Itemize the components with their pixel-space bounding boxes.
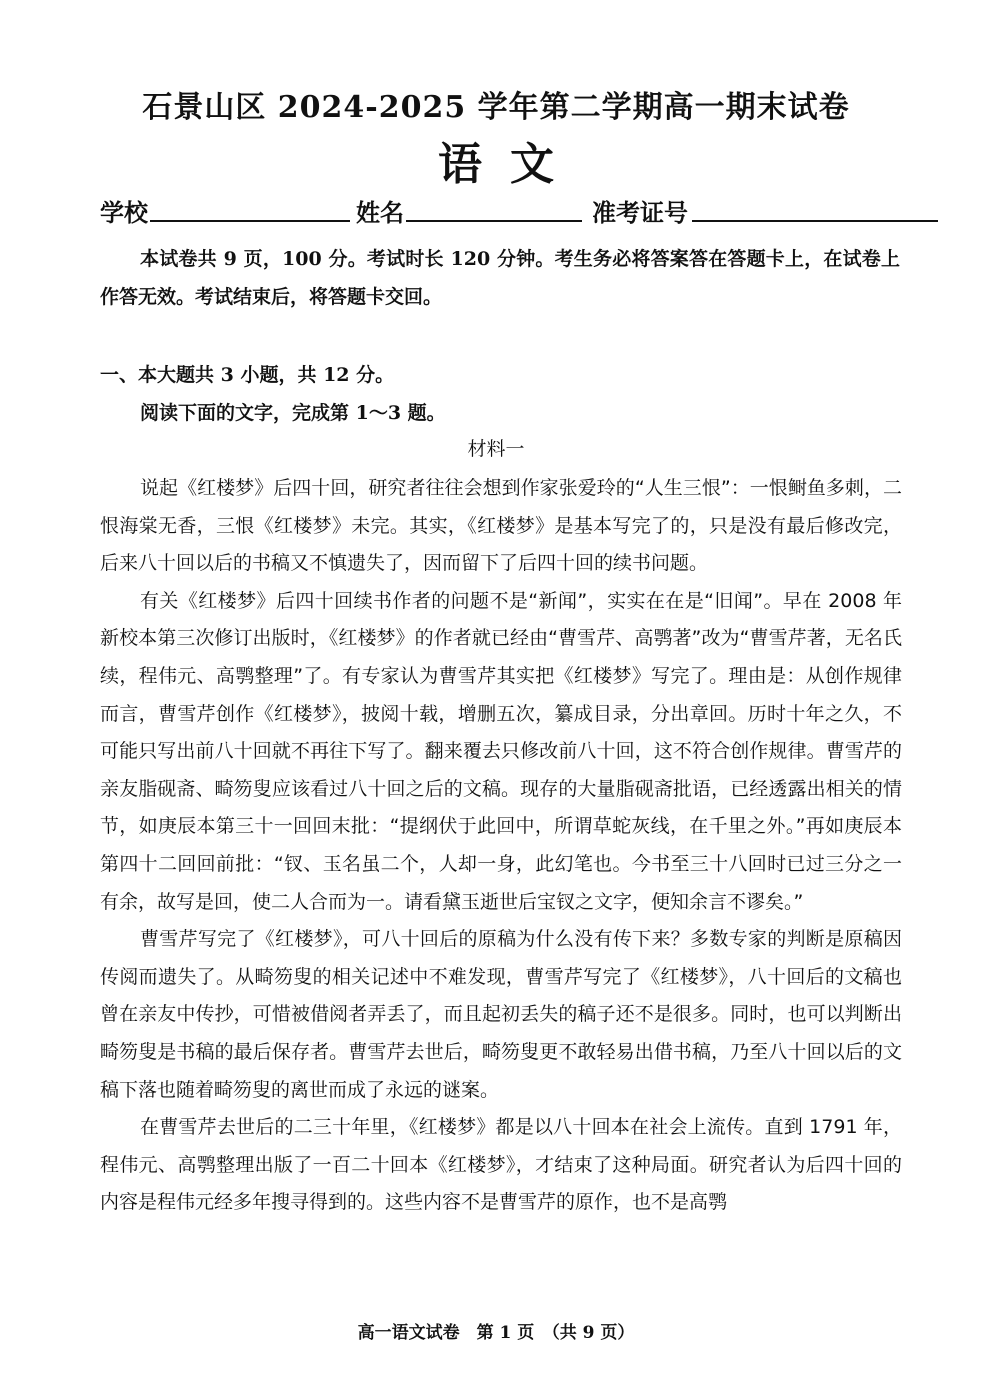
school-blank bbox=[150, 220, 350, 222]
section-heading: 一、本大题共 3 小题，共 12 分。 bbox=[100, 364, 395, 386]
page-footer: 高一语文试卷 第 1 页 （共 9 页） bbox=[357, 1323, 635, 1343]
name-label: 姓名 bbox=[356, 198, 404, 227]
exam-id-blank bbox=[692, 220, 938, 222]
material-paragraph: 有关《红楼梦》后四十回续书作者的问题不是“新闻”，实实在在是“旧闻”。早在 2008 年新校本第三次修订出版时，《红楼梦》的作者就已经由“曹雪芹、高鹗著”改为“曹雪芹著，无名氏续，程伟元、高鹗整理”了。有专家认为曹雪芹其实把《红楼梦》写完了。理由是：从创作规律而言，曹雪芹创作《红楼梦》，披阅十载，增删五次，纂成目录，分出章回。历时十年之久，不可能只写出前八十回就不再往下写了。翻来覆去只修改前八十回，这不符合创作规律。曹雪芹的亲友脂砚斋、畸笏叟应该看过八十回之后的文稿。现存的大量脂砚斋批语，已经透露出相关的情节，如庚辰本第三十一回回末批：“提纲伏于此回中，所谓草蛇灰线，在千里之外。”再如庚辰本第四十二回回前批：“钗、玉名虽二个，人却一身，此幻笔也。今书至三十八回时已过三分之一有余，故写是回，使二人合而为一。请看黛玉逝世后宝钗之文字，便知余言不谬矣。” bbox=[100, 589, 902, 913]
subject-title: 语文 bbox=[438, 139, 582, 190]
material-paragraph: 曹雪芹写完了《红楼梦》，可八十回后的原稿为什么没有传下来？多数专家的判断是原稿因传阅而遗失了。从畸笏叟的相关记述中不难发现，曹雪芹写完了《红楼梦》，八十回后的文稿也曾在亲友中传抄，可惜被借阅者弄丢了，而且起初丢失的稿子还不是很多。同时，也可以判断出畸笏叟是书稿的最后保存者。曹雪芹去世后，畸笏叟更不敢轻易出借书稿，乃至八十回以后的文稿下落也随着畸笏叟的离世而成了永远的谜案。 bbox=[100, 928, 902, 1101]
material-paragraph: 说起《红楼梦》后四十回，研究者往往会想到作家张爱玲的“人生三恨”：一恨鲥鱼多刺，二恨海棠无香，三恨《红楼梦》未完。其实，《红楼梦》是基本写完了的，只是没有最后修改完，后来八十回以后的书稿又不慎遗失了，因而留下了后四十回的续书问题。 bbox=[100, 477, 902, 575]
material-paragraph: 在曹雪芹去世后的二三十年里，《红楼梦》都是以八十回本在社会上流传。直到 1791 年，程伟元、高鹗整理出版了一百二十回本《红楼梦》，才结束了这种局面。研究者认为后四十回的内容是程伟元经多年搜寻得到的。这些内容不是曹雪芹的原作，也不是高鹗 bbox=[100, 1116, 902, 1214]
student-info-line bbox=[100, 193, 940, 227]
exam-title: 石景山区 2024-2025 学年第二学期高一期末试卷 bbox=[142, 90, 850, 125]
name-blank bbox=[406, 220, 582, 222]
exam-notice: 本试卷共 9 页，100 分。考试时长 120 分钟。考生务必将答案答在答题卡上，在试卷上作答无效。考试结束后，将答题卡交回。 bbox=[100, 248, 900, 308]
material-title: 材料一 bbox=[467, 438, 525, 460]
material-body bbox=[100, 470, 902, 1222]
exam-id-label: 准考证号 bbox=[592, 198, 688, 227]
school-label: 学校 bbox=[100, 198, 148, 227]
reading-instruction: 阅读下面的文字，完成第 1～3 题。 bbox=[140, 402, 446, 424]
